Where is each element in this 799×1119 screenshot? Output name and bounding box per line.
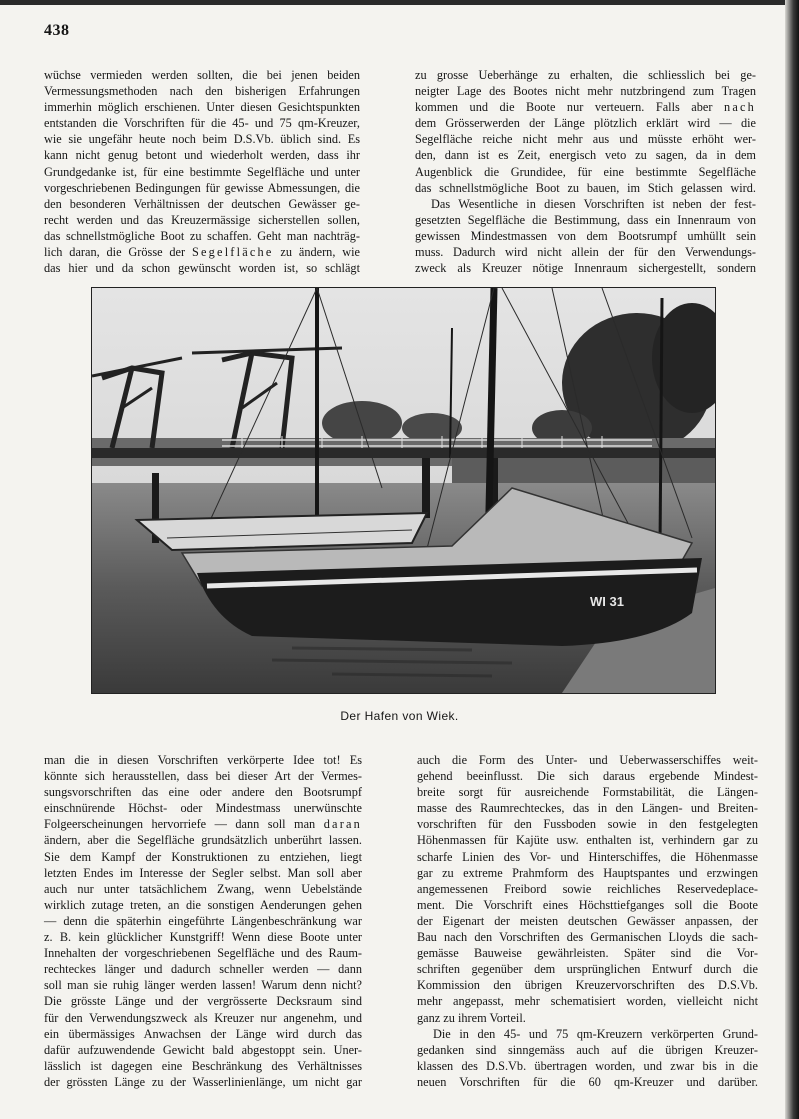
text-line: einschnürende Höchst- oder Mindestmass unerwünschte xyxy=(44,801,362,816)
text-fragment: Folgeerscheinungen hervorriefe — dann soll man xyxy=(44,817,316,832)
text-line-mixed xyxy=(44,816,362,832)
text-line: soll man sie ruhig länger werden lassen! Warum denn nicht? xyxy=(44,978,362,993)
text-line: für den Verwendungszweck als Kreuzer nur angenehm, und xyxy=(44,1010,362,1025)
text-line: ändern, aber die Segelfläche grundsätzlich unberührt lassen. xyxy=(44,833,362,848)
text-line: der grössten Länge zu der Wasserlinienlänge, um nicht gar xyxy=(44,1074,362,1089)
text-line: Die in den 45- und 75 qm-Kreuzern verkörperten Grund- xyxy=(433,1026,758,1041)
text-line: den besonderen Verhältnissen der deutschen Gewässer ge- xyxy=(44,196,360,211)
text-line: das schnellstmögliche Boot zu bauen, im Stich gelassen wird. xyxy=(415,180,756,195)
column-top-left xyxy=(44,67,360,276)
page-right-edge xyxy=(785,0,799,1119)
text-line: auch die Form des Unter- und Ueberwasserschiffes weit- xyxy=(417,753,758,767)
text-line: zu grosse Ueberhänge zu erhalten, die schliesslich bei ge- xyxy=(415,68,756,82)
text-line: Höhenmassen für Kajüte usw. enthalten ist, verhindern gar zu xyxy=(417,833,758,848)
text-line: entstanden die Vorschriften für die 45- und 75 qm-Kreuzer, xyxy=(44,116,360,131)
column-bottom-right xyxy=(417,752,758,1090)
text-line: schriften gegenüber dem ursprünglichen Entwurf durch die xyxy=(417,962,758,977)
page-number: 438 xyxy=(44,22,70,39)
text-line: das schnellstmögliche Boot zu schaffen. Geht man nachträg- xyxy=(44,228,360,243)
text-line: muss. Dadurch wird nicht allein der für den Verwendungs- xyxy=(415,245,756,260)
text-line: Grundgedanke ist, für eine bestimmte Segelfläche und unter xyxy=(44,164,360,179)
page-top-border xyxy=(0,0,799,5)
harbor-scene xyxy=(92,288,715,693)
text-line: dafür aufzuwendende Gewicht bald abgestoppt sein. Uner- xyxy=(44,1042,362,1057)
text-line: gedanken sind sinngemäss auch auf die übrigen Kreuzer- xyxy=(417,1042,758,1057)
text-line: rechteckes länger und dadurch schneller werden — dann xyxy=(44,962,362,977)
text-line-mixed xyxy=(44,244,360,260)
text-line: vorschriften für den Fussboden sowie in den festgelegten xyxy=(417,817,758,832)
text-line: der Eigenart der meisten deutschen Gewässer anpassen, der xyxy=(417,913,758,928)
text-line: — denn die späterhin eingeführte Längenbeschränkung war xyxy=(44,913,362,928)
column-top-right xyxy=(415,67,756,276)
spaced-word: nach xyxy=(723,100,756,115)
text-line: gemässe Bauweise gewährleisten. Später sind die Vor- xyxy=(417,946,758,961)
photo-caption: Der Hafen von Wiek. xyxy=(340,709,459,723)
text-line: neigter Lage des Bootes nicht mehr nutzbringend zum Tragen xyxy=(415,84,756,99)
text-line: dem Grösserwerden der Länge plötzlich erklärt wird — die xyxy=(415,116,756,131)
text-fragment: lich daran, die Grösse der xyxy=(44,245,186,260)
text-line: Vermessungsmethoden nach den bisherigen Erfahrungen xyxy=(44,84,360,99)
text-line: neuen Vorschriften für die 60 qm-Kreuzer und darüber. xyxy=(417,1074,758,1089)
text-line: auch nur unter tatsächlichem Zwang, wenn Uebelstände xyxy=(44,881,362,896)
text-line: gar zu extreme Prahmform des Hauptspantes und erzwingen xyxy=(417,865,758,880)
text-line: wirklich zutage treten, an die sonstigen Aenderungen gehen xyxy=(44,897,362,912)
text-line: gesetzten Segelfläche die Bestimmung, dass ein Innenraum von xyxy=(415,212,756,227)
text-line: letzten Endes im Interesse der Segler selbst. Man soll aber xyxy=(44,865,362,880)
text-line: mehr angepasst, mehr schematisiert worden, vielleicht nicht xyxy=(417,994,758,1009)
text-line: angemessenen Freibord sowie reichliches Reservedeplace- xyxy=(417,881,758,896)
text-line: man die in diesen Vorschriften verkörperte Idee tot! Es xyxy=(44,753,362,767)
text-line: Kommission den übrigen Kreuzervorschriften des D.S.Vb. xyxy=(417,978,758,993)
text-fragment: kommen und die Boote nur verteuern. Falls aber xyxy=(415,100,713,115)
text-line: masse des Raumrechteckes, das in den Längen- und Breiten- xyxy=(417,801,758,816)
text-line: Innehalten der vorgeschriebenen Segelfläche und des Raum- xyxy=(44,946,362,961)
text-line: den, dann ist es Zeit, energisch veto zu sagen, da in dem xyxy=(415,148,756,163)
text-line: gehend beeinflusst. Die sich daraus ergebende Mindest- xyxy=(417,769,758,784)
text-line: lässlich ist dagegen eine Beschränkung des Verhältnisses xyxy=(44,1058,362,1073)
text-line: breite sorgt für ausreichende Formstabilität, die Längen- xyxy=(417,785,758,800)
column-bottom-left xyxy=(44,752,362,1090)
text-line: Das Wesentliche in diesen Vorschriften ist neben der fest- xyxy=(431,196,756,211)
text-line: gewissen Mindestmassen von dem Bootsrumpf umhüllt sein xyxy=(415,228,756,243)
text-line: z. B. kein glücklicher Kunstgriff! Wenn diese Boote unter xyxy=(44,930,362,945)
text-line: vorgeschriebenen Bedingungen für gewisse Abmessungen, die xyxy=(44,180,360,195)
text-line: sungsvorschriften das eine oder andere den Bootsrumpf xyxy=(44,785,362,800)
spaced-word: daran xyxy=(323,817,362,832)
text-line: klassen des D.S.Vb. übertragen worden, und zwar bis in die xyxy=(417,1058,758,1073)
text-line: ganz zu ihrem Vorteil. xyxy=(417,1010,526,1025)
text-line: Sie dem Kampf der Konstruktionen zu entziehen, liegt xyxy=(44,849,362,864)
text-line: kann nicht genug betont und wiederholt werden, dass ihr xyxy=(44,148,360,163)
text-line: wie sie ungefähr heute noch beim D.S.Vb. üblich sind. Es xyxy=(44,132,360,147)
text-line: wüchse vermieden werden sollten, die bei jenen beiden xyxy=(44,68,360,82)
text-line: das hier und da schon gewünscht worden ist, so schlägt xyxy=(44,261,360,276)
text-line: ein übermässiges Anwachsen der Länge wird durch das xyxy=(44,1026,362,1041)
text-line-mixed xyxy=(415,99,756,115)
spaced-word: Segelfläche xyxy=(191,245,274,260)
text-line: recht werden und das Kreuzermässige sicherstellen sollen, xyxy=(44,212,360,227)
text-line: Augenblick die Grundidee, für eine bestimmte Segelfläche xyxy=(415,164,756,179)
boat-registration-mark: WI 31 xyxy=(590,594,624,609)
text-line: zweck als Kreuzer nötige Innenraum sichergestellt, sondern xyxy=(415,261,756,276)
text-line: Die grösste Länge und der vergrösserte Decksraum sind xyxy=(44,994,362,1009)
text-line: Bau nach den Vorschriften des Germanischen Lloyds die sach- xyxy=(417,930,758,945)
text-line: könnte sich herausstellen, dass bei dieser Art der Vermes- xyxy=(44,769,362,784)
text-line: scharfe Linien des Vor- und Hinterschiffes, die Höhenmasse xyxy=(417,849,758,864)
text-line: Segelfläche reiche nicht mehr aus und müsste erhöht wer- xyxy=(415,132,756,147)
harbor-photograph xyxy=(91,287,716,694)
text-line: immerhin möglich erschienen. Unter diesen Gesichtspunkten xyxy=(44,100,360,115)
text-fragment: zu ändern, wie xyxy=(280,245,361,260)
text-line: ment. Die Vorschrift eines Höchsttiefganges soll die Boote xyxy=(417,897,758,912)
